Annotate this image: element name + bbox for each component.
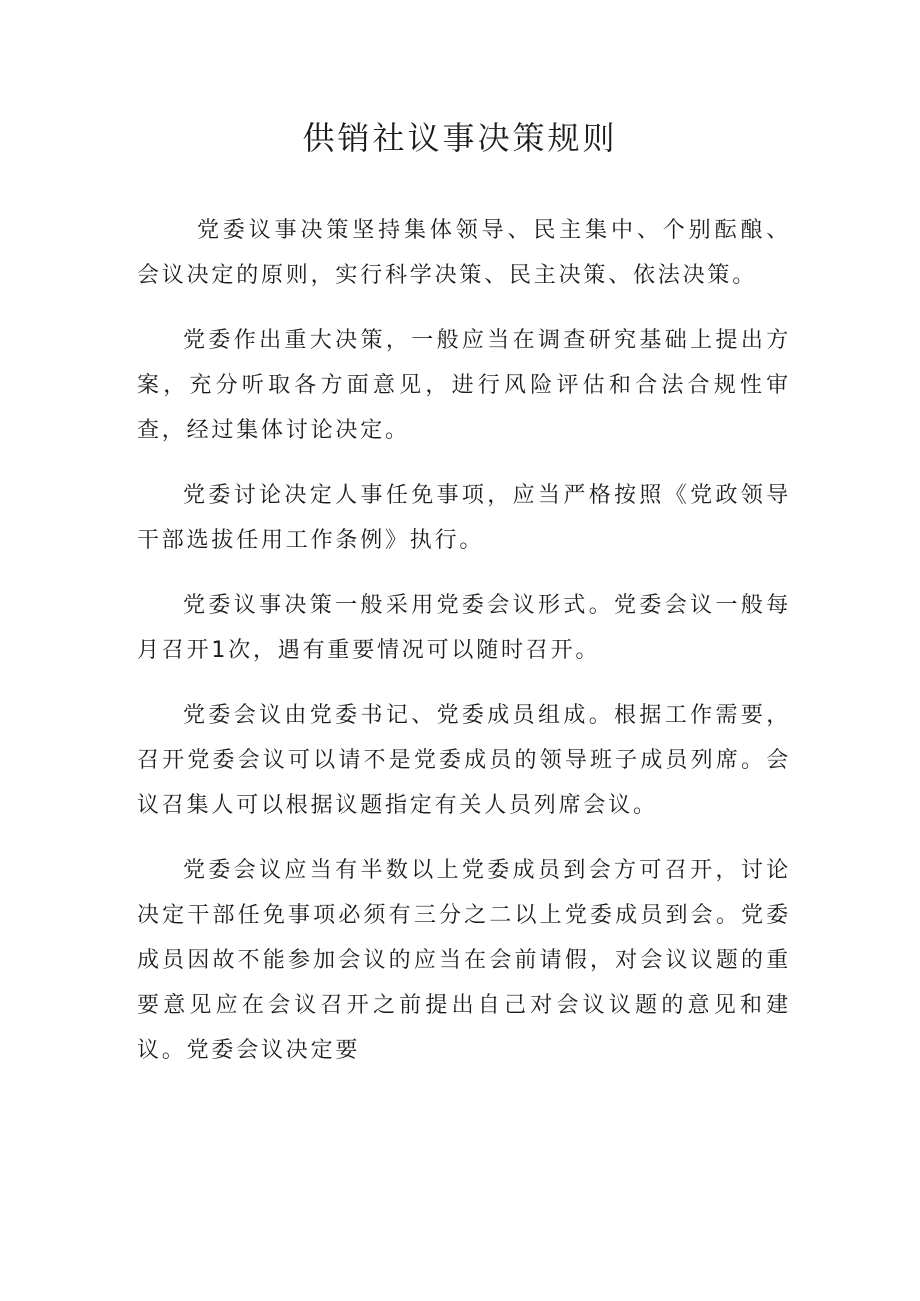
document-title: 供销社议事决策规则: [302, 119, 618, 157]
paragraph-6: 党委会议应当有半数以上党委成员到会方可召开，讨论决定干部任免事项必须有三分之二以上党委成员到会。党委成员因故不能参加会议的应当在会前请假，对会议议题的重要意见应在会议召开之前提出自己对会议议题的意见和建议。党委会议决定要: [137, 858, 791, 1063]
document-body: [137, 208, 791, 1093]
paragraph-4: 党委议事决策一般采用党委会议形式。党委会议一般每月召开1次，遇有重要情况可以随时召开。: [137, 593, 791, 663]
paragraph-3: 党委讨论决定人事任免事项，应当严格按照《党政领导干部选拔任用工作条例》执行。: [137, 483, 791, 553]
paragraph-2: 党委作出重大决策，一般应当在调查研究基础上提出方案，充分听取各方面意见，进行风险评估和合法合规性审查，经过集体讨论决定。: [137, 328, 791, 443]
paragraph-1: 党委议事决策坚持集体领导、民主集中、个别酝酿、会议决定的原则，实行科学决策、民主决策、依法决策。: [137, 218, 791, 288]
paragraph-5: 党委会议由党委书记、党委成员组成。根据工作需要，召开党委会议可以请不是党委成员的领导班子成员列席。会议召集人可以根据议题指定有关人员列席会议。: [137, 703, 791, 818]
